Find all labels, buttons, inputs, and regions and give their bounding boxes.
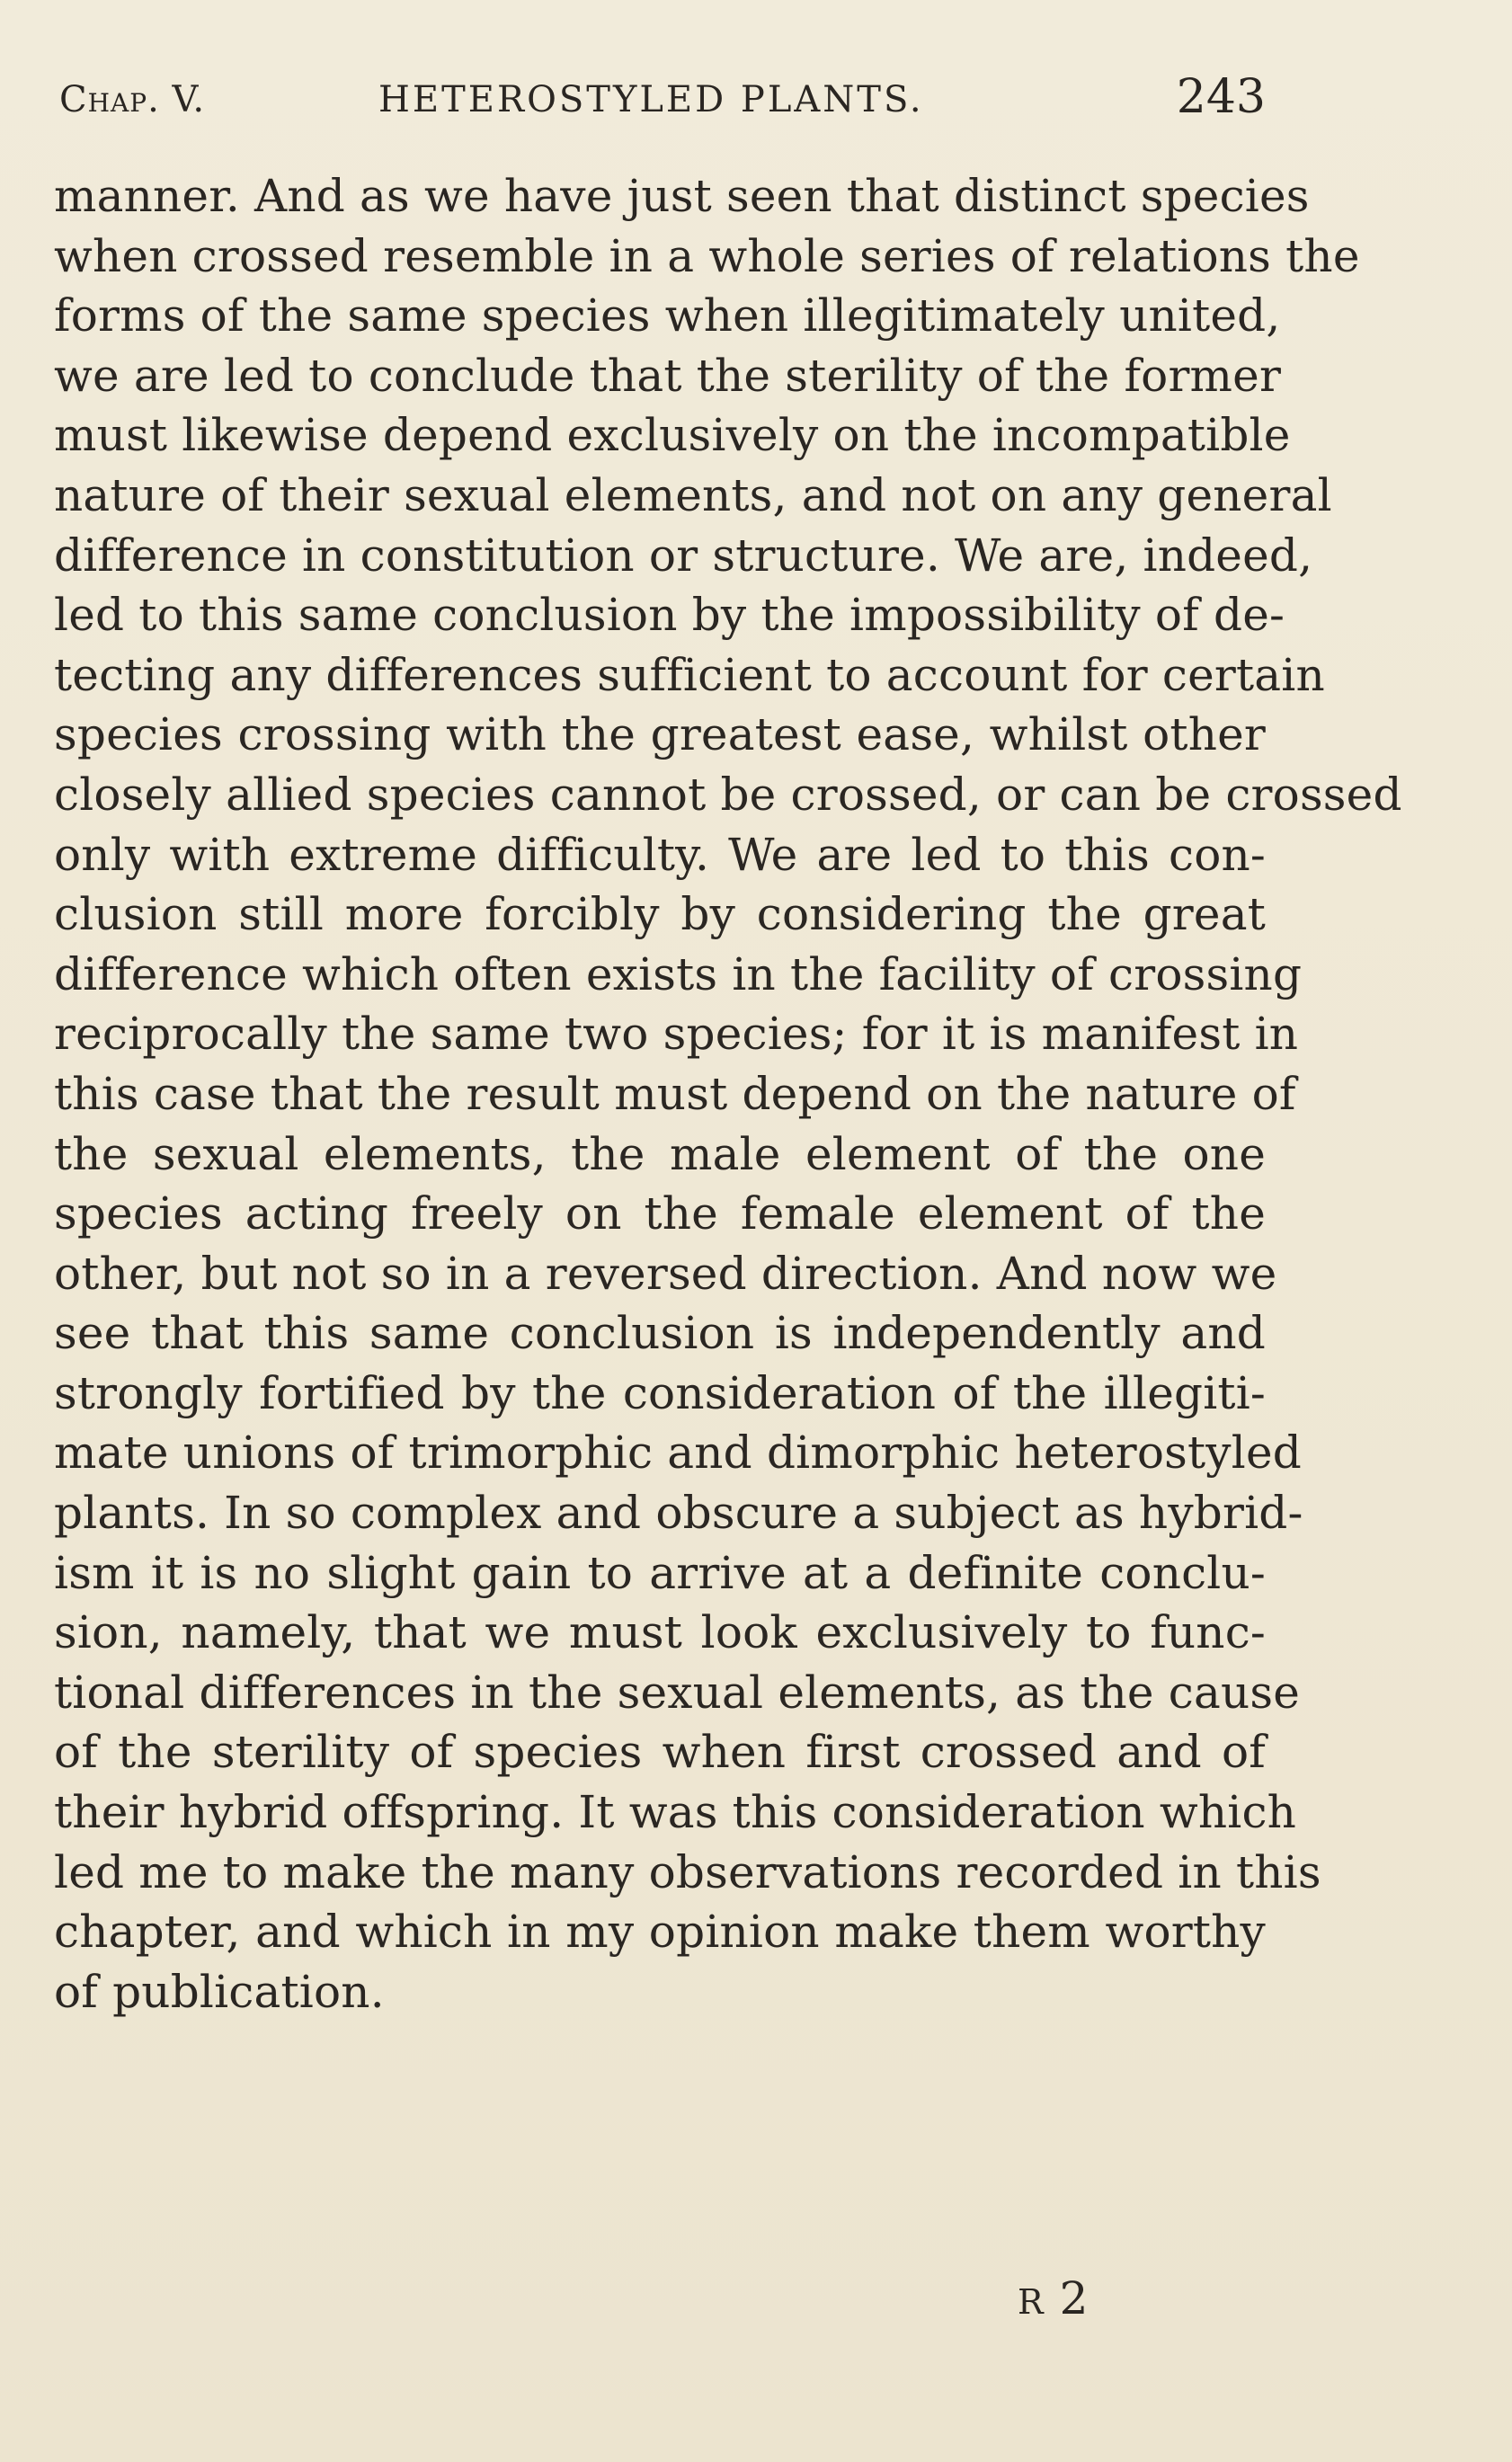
text-line: nature of their sexual elements, and not on any general xyxy=(54,468,1332,521)
text-line: chapter, and which in my opinion make them worthy xyxy=(54,1906,1266,1959)
text-line: led to this same conclusion by the impossibility of de- xyxy=(54,589,1285,642)
text-line: of publication. xyxy=(54,1965,385,2018)
text-line: when crossed resemble in a whole series of relations the xyxy=(54,229,1360,282)
text-line: only with extreme difficulty. We are led to this con- xyxy=(54,828,1266,881)
signature-mark xyxy=(1018,2272,1104,2324)
text-line: must likewise depend exclusively on the incompatible xyxy=(54,409,1291,462)
text-line: this case that the result must depend on the nature of xyxy=(54,1067,1296,1120)
text-line: sion, namely, that we must look exclusively to func- xyxy=(54,1606,1266,1659)
text-line: closely allied species cannot be crossed, or can be crossed xyxy=(54,768,1402,821)
text-line: tecting any differences sufficient to account for certain xyxy=(54,648,1325,701)
running-title: HETEROSTYLED PLANTS. xyxy=(378,79,924,120)
body-paragraph xyxy=(54,166,1402,2022)
text-line: clusion still more forcibly by considering the great xyxy=(54,888,1266,941)
text-line: other, but not so in a reversed direction. And now we xyxy=(54,1247,1277,1300)
signature-number: 2 xyxy=(1059,2272,1105,2324)
text-line: the sexual elements, the male element of the one xyxy=(54,1127,1266,1180)
text-line: forms of the same species when illegitimately united, xyxy=(54,289,1281,342)
text-line: difference in constitution or structure. We are, indeed, xyxy=(54,529,1313,582)
text-line: difference which often exists in the facility of crossing xyxy=(54,947,1303,1000)
running-header xyxy=(59,70,1266,133)
text-line: manner. And as we have just seen that distinct species xyxy=(54,170,1310,222)
text-line: ism it is no slight gain to arrive at a definite conclu- xyxy=(54,1546,1266,1599)
text-line: we are led to conclude that the sterility of the former xyxy=(54,349,1282,402)
text-line: reciprocally the same two species; for it is manifest in xyxy=(54,1008,1299,1061)
text-line: strongly fortified by the consideration of the illegiti- xyxy=(54,1366,1266,1419)
text-line: mate unions of trimorphic and dimorphic heterostyled xyxy=(54,1427,1302,1480)
text-line: species crossing with the greatest ease, whilst other xyxy=(54,708,1266,761)
text-line: led me to make the many observations recorded in this xyxy=(54,1845,1321,1898)
chapter-label: Chap. V. xyxy=(59,79,206,120)
text-line: plants. In so complex and obscure a subject as hybrid- xyxy=(54,1487,1303,1540)
text-line: see that this same conclusion is independently and xyxy=(54,1307,1266,1360)
text-line: tional differences in the sexual elements, as the cause xyxy=(54,1666,1301,1719)
text-line: their hybrid offspring. It was this consideration which xyxy=(54,1786,1297,1839)
text-line: of the sterility of species when first crossed and of xyxy=(54,1726,1266,1779)
signature-letter: R xyxy=(1018,2282,1060,2322)
page-number: 243 xyxy=(1176,70,1266,124)
text-line: species acting freely on the female element of the xyxy=(54,1187,1266,1240)
